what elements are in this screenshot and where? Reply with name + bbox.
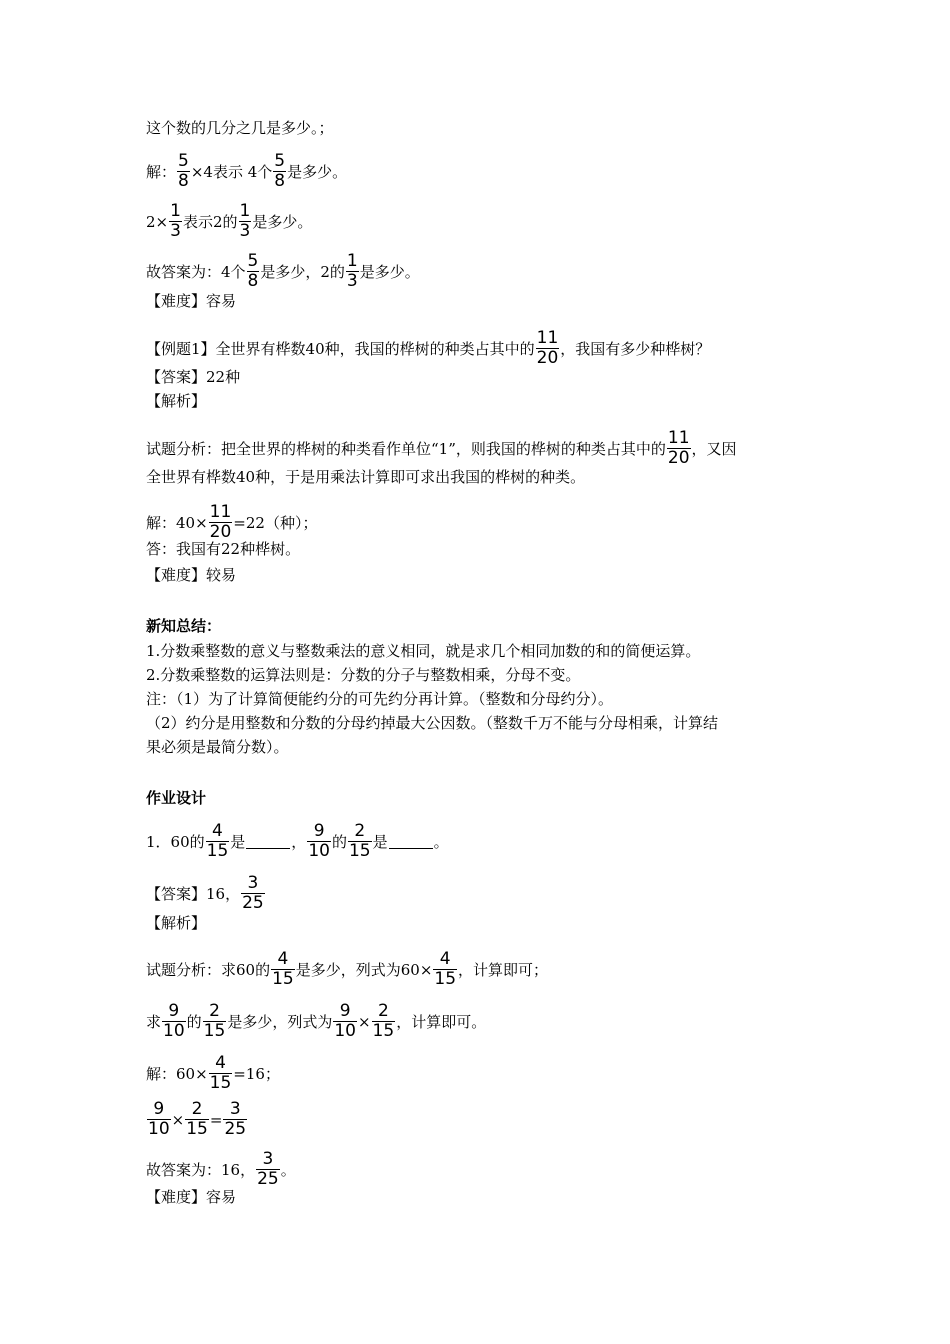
fraction — [247, 252, 260, 291]
text-line — [146, 565, 236, 585]
fraction — [256, 1150, 280, 1189]
fraction-numerator: 1 — [239, 201, 251, 221]
text-run: 解：60× — [146, 1064, 208, 1083]
fraction-numerator: 2 — [354, 821, 366, 841]
text-line — [146, 1150, 296, 1189]
text-run: 是 — [372, 832, 388, 851]
fraction-denominator: 15 — [372, 1021, 395, 1041]
text-run: 解：40× — [146, 513, 208, 532]
text-line — [146, 152, 347, 191]
text-run: 注：（1）为了计算简便能约分的可先约分再计算。（整数和分母约分）。 — [146, 690, 614, 708]
fraction — [147, 1100, 171, 1139]
fraction-numerator: 5 — [178, 151, 189, 171]
fraction — [273, 152, 286, 191]
text-run: 这个数的几分之几是多少。； — [146, 119, 334, 137]
fraction — [241, 874, 265, 913]
text-line — [146, 913, 206, 933]
fraction — [433, 950, 457, 989]
fraction-numerator: 5 — [247, 251, 259, 271]
text-line — [146, 429, 737, 468]
text-run: 是多少。 — [287, 162, 348, 181]
text-line — [146, 822, 449, 861]
text-line — [146, 788, 206, 808]
fraction-denominator: 8 — [247, 271, 259, 291]
fraction-denominator: 10 — [148, 1119, 170, 1139]
text-run: 【难度】较易 — [146, 566, 237, 584]
fraction-denominator: 3 — [346, 271, 358, 291]
text-run: =22（种）； — [233, 513, 318, 532]
fraction-numerator: 4 — [439, 949, 451, 969]
text-run: 【例题1】全世界有桦数40种，我国的桦树的种类占其中的 — [146, 339, 535, 358]
fraction-denominator: 15 — [186, 1119, 208, 1139]
text-run: =16； — [233, 1064, 280, 1083]
fraction — [348, 822, 372, 861]
fraction-denominator: 15 — [209, 1073, 232, 1093]
text-run: 是多少，2的 — [260, 262, 345, 281]
text-run: 试题分析：求60的 — [146, 960, 271, 979]
fraction — [372, 1002, 396, 1041]
fraction — [271, 950, 295, 989]
text-run: 是 — [230, 832, 246, 851]
text-run: 的 — [331, 832, 347, 851]
text-run: 。 — [280, 1160, 296, 1179]
text-run: ，计算即可； — [458, 960, 549, 979]
fraction-denominator: 25 — [224, 1119, 247, 1139]
fraction-denominator: 25 — [242, 893, 264, 913]
text-run: 【难度】容易 — [146, 1188, 237, 1206]
text-run: 全世界有桦数40种，于是用乘法计算即可求出我国的桦树的种类。 — [146, 468, 586, 486]
text-run: 试题分析：把全世界的桦树的种类看作单位“1”，则我国的桦树的种类占其中的 — [146, 439, 666, 458]
text-line — [146, 641, 700, 661]
text-run: 表示2的 — [182, 212, 238, 231]
text-run: 解： — [146, 162, 177, 181]
text-line — [146, 737, 289, 757]
answer-blank — [246, 834, 290, 849]
text-line — [146, 1100, 248, 1139]
fraction — [536, 329, 560, 368]
text-run: ， — [291, 832, 307, 851]
text-line — [146, 367, 240, 387]
fraction — [346, 252, 359, 291]
text-run: × — [171, 1110, 185, 1129]
text-run: ，我国有多少种桦树？ — [560, 339, 711, 358]
text-line — [146, 118, 334, 138]
text-line — [146, 713, 718, 733]
text-run: 。 — [433, 832, 449, 851]
text-run: 【解析】 — [146, 914, 207, 932]
fraction-numerator: 3 — [229, 1099, 241, 1119]
text-run: ，计算即可。 — [396, 1012, 487, 1031]
text-run: = — [209, 1110, 223, 1129]
text-run: 1．60的 — [146, 832, 205, 851]
fraction — [223, 1100, 247, 1139]
text-run: 作业设计 — [146, 789, 207, 807]
text-line — [146, 252, 420, 291]
fraction-numerator: 2 — [209, 1001, 220, 1021]
text-run: （2）约分是用整数和分数的分母约掉最大公因数。（整数千万不能与分母相乘，计算结 — [146, 714, 719, 732]
fraction-denominator: 15 — [348, 841, 371, 861]
fraction — [185, 1100, 209, 1139]
text-line — [146, 874, 266, 913]
fraction — [209, 1054, 233, 1093]
text-line — [146, 503, 317, 542]
fraction-numerator: 4 — [212, 821, 223, 841]
text-run: 求 — [146, 1012, 162, 1031]
text-line — [146, 616, 221, 636]
fraction — [239, 202, 252, 241]
text-run: 2× — [146, 212, 169, 231]
fraction-numerator: 4 — [215, 1053, 226, 1073]
text-run: 【解析】 — [146, 392, 207, 410]
text-line — [146, 950, 548, 989]
fraction-numerator: 2 — [191, 1099, 203, 1119]
text-run: 是多少。 — [359, 262, 420, 281]
text-line — [146, 665, 580, 685]
fraction-numerator: 11 — [536, 328, 559, 348]
fraction-denominator: 15 — [203, 1021, 226, 1041]
text-line — [146, 1187, 236, 1207]
text-run: 是多少，列式为 — [227, 1012, 333, 1031]
text-run: 是多少，列式为60× — [295, 960, 433, 979]
text-run: 【难度】容易 — [146, 292, 237, 310]
fraction-numerator: 3 — [262, 1149, 274, 1169]
fraction-denominator: 20 — [667, 448, 690, 468]
fraction-numerator: 11 — [209, 502, 232, 522]
text-run: 故答案为：16， — [146, 1160, 256, 1179]
fraction-numerator: 4 — [277, 949, 289, 969]
fraction-denominator: 15 — [272, 969, 294, 989]
text-run: 故答案为：4个 — [146, 262, 246, 281]
text-run: ×4表示 4个 — [190, 162, 273, 181]
text-line — [146, 391, 206, 411]
fraction-denominator: 10 — [308, 841, 330, 861]
text-line — [146, 202, 312, 241]
text-run: 是多少。 — [252, 212, 313, 231]
fraction-numerator: 9 — [168, 1001, 180, 1021]
text-line — [146, 467, 585, 487]
text-line — [146, 1002, 486, 1041]
fraction-numerator: 11 — [667, 428, 690, 448]
fraction-denominator: 20 — [209, 522, 232, 542]
text-run: 【答案】16， — [146, 884, 241, 903]
fraction-denominator: 25 — [257, 1169, 279, 1189]
fraction-denominator: 8 — [178, 171, 189, 191]
text-line — [146, 1054, 280, 1093]
answer-blank — [389, 834, 433, 849]
fraction-denominator: 20 — [536, 348, 559, 368]
text-run: 果必须是最简分数）。 — [146, 738, 289, 756]
fraction-denominator: 10 — [334, 1021, 356, 1041]
fraction-numerator: 1 — [170, 201, 181, 221]
text-run: 【答案】22种 — [146, 368, 241, 386]
fraction — [203, 1002, 227, 1041]
fraction-numerator: 1 — [346, 251, 358, 271]
text-run: 1.分数乘整数的意义与整数乘法的意义相同，就是求几个相同加数的和的简便运算。 — [146, 642, 701, 660]
fraction — [162, 1002, 186, 1041]
text-run: ，又因 — [691, 439, 737, 458]
fraction-denominator: 3 — [170, 221, 181, 241]
fraction-numerator: 9 — [339, 1001, 351, 1021]
fraction — [333, 1002, 357, 1041]
text-line — [146, 329, 710, 368]
text-run: 2.分数乘整数的运算法则是：分数的分子与整数相乘，分母不变。 — [146, 666, 581, 684]
text-run: 新知总结： — [146, 617, 222, 635]
text-run: × — [357, 1012, 371, 1031]
fraction-denominator: 8 — [274, 171, 286, 191]
fraction — [307, 822, 331, 861]
fraction — [169, 202, 182, 241]
fraction — [209, 503, 233, 542]
fraction-denominator: 3 — [239, 221, 251, 241]
text-line — [146, 539, 300, 559]
fraction-numerator: 9 — [153, 1099, 165, 1119]
fraction — [206, 822, 230, 861]
text-line — [146, 689, 613, 709]
fraction — [667, 429, 691, 468]
fraction-numerator: 3 — [247, 873, 259, 893]
text-line — [146, 291, 236, 311]
fraction-denominator: 15 — [206, 841, 229, 861]
fraction-denominator: 15 — [434, 969, 457, 989]
fraction-numerator: 5 — [274, 151, 286, 171]
fraction-numerator: 2 — [377, 1001, 389, 1021]
text-run: 的 — [186, 1012, 202, 1031]
fraction — [177, 152, 190, 191]
text-run: 答：我国有22种桦树。 — [146, 540, 301, 558]
fraction-denominator: 10 — [163, 1021, 185, 1041]
fraction-numerator: 9 — [313, 821, 325, 841]
